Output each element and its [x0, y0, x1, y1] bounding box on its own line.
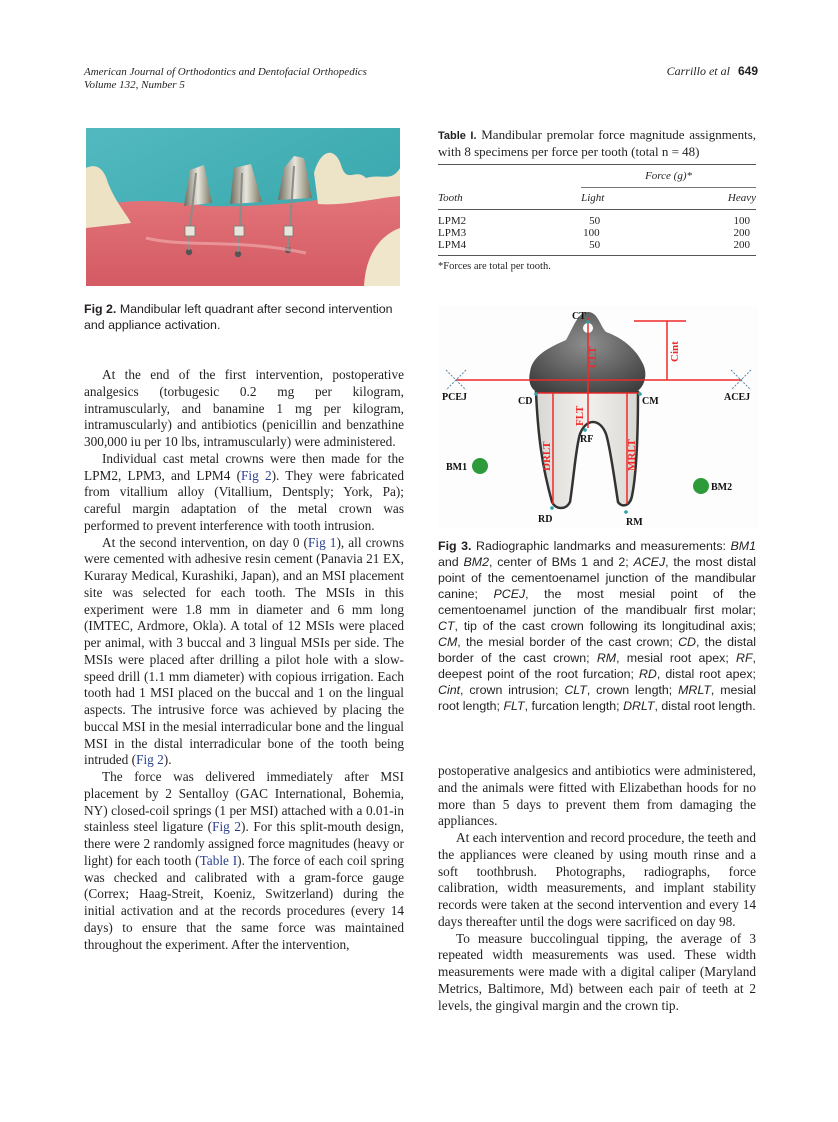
- svg-text:FLT: FLT: [574, 405, 586, 426]
- caption-term: CM: [438, 635, 458, 649]
- text-run: ), all crowns were cemented with adhesive resin cement (Panavia 21 EX, Kuraray Medical, Kurashiki, Japan), and an MSI placement site was selected for each tooth. The MSIs in this experiment were 1.8 mm in diameter and 6 mm long (IMTEC, Ardmore, Okla). A total of 12 MSIs were placed per animal, with 3 buccal and 3 lingual MSIs per side. The MSIs were placed after drilling a pilot hole with a slow-speed drill (1.1 mm diameter) with copious irrigation. Each tooth had 1 MSI placed on the buccal and 1 on the lingual aspects. The intrusive force was achieved by placing the buccal MSI in the mesial interradicular bone and the lingual MSI in the distal interradicular bone of the tooth being intruded (: [84, 534, 404, 768]
- cell: 200: [733, 227, 750, 239]
- paragraph: postoperative analgesics and antibiotics were administered, and the animals were fitted with Elizabethan hoods for no more than 5 days to prevent them from damaging the appliances.: [438, 763, 756, 829]
- caption-text: , furcation length;: [524, 699, 624, 713]
- svg-text:ACEJ: ACEJ: [724, 392, 751, 403]
- label-ct: CT: [572, 311, 586, 322]
- svg-text:CLT: CLT: [587, 346, 599, 368]
- caption-text: , the most distal point of the cementoenamel junction of the mandibular canine;: [438, 555, 756, 601]
- svg-text:CD: CD: [518, 396, 533, 407]
- running-header-right: [667, 64, 758, 79]
- table-row: [438, 227, 756, 239]
- table-label: Table I.: [438, 130, 477, 142]
- paragraph: To measure buccolingual tipping, the average of 3 repeated width measurements was used. These width measurements were made with a digital caliper (Maryland Metrics, Baltimore, Md) between each pair of teeth at 2 levels, the gingival margin and the crown tip.: [438, 930, 756, 1013]
- caption-text: , crown length;: [586, 683, 679, 697]
- cell: LPM2: [438, 215, 467, 227]
- caption-text: , the mesial border of the cast crown;: [457, 635, 679, 649]
- caption-text: , distal root apex;: [656, 667, 756, 681]
- paragraph: [84, 769, 404, 953]
- svg-text:DRLT: DRLT: [541, 441, 553, 471]
- cell: 50: [589, 239, 601, 251]
- caption-term: RD: [638, 667, 657, 681]
- caption-text: , crown intrusion;: [460, 683, 565, 697]
- journal-volume: Volume 132, Number 5: [84, 79, 185, 91]
- caption-text: , the most mesial point of the cementoenamel junction of the mandibualr first molar;: [438, 587, 757, 617]
- svg-text:MRLT: MRLT: [626, 439, 638, 471]
- cell: LPM4: [438, 239, 467, 251]
- svg-text:RD: RD: [538, 514, 553, 525]
- cell: 100: [583, 227, 600, 239]
- caption-text: , tip of the cast crown following its longitudinal axis;: [454, 619, 756, 633]
- svg-text:BM1: BM1: [446, 462, 468, 473]
- caption-term: BM1: [730, 539, 756, 553]
- cell: 200: [733, 239, 750, 251]
- caption-text: , distal root length.: [654, 699, 756, 713]
- svg-text:CM: CM: [642, 396, 659, 407]
- caption-term: DRLT: [623, 699, 655, 713]
- caption-text: , center of BMs 1 and 2;: [488, 555, 634, 569]
- body-left-column: [84, 367, 404, 953]
- svg-text:BM2: BM2: [711, 482, 733, 493]
- table-title-text: Mandibular premolar force magnitude assignments, with 8 specimens per force per tooth (total n = 48): [438, 127, 757, 159]
- caption-term: RF: [736, 651, 753, 665]
- caption-term: Cint: [438, 683, 461, 697]
- fig2-label: Fig 2.: [84, 302, 117, 316]
- fig3-label: Fig 3.: [438, 539, 472, 553]
- caption-text: , deepest point of the root furcation;: [438, 651, 756, 681]
- caption-term: BM2: [463, 555, 489, 569]
- table-link[interactable]: Table I: [199, 852, 238, 868]
- caption-text: , the distal border of the cast crown;: [438, 635, 756, 665]
- text-run: Individual cast metal crowns were then made for the LPM2, LPM3, and LPM4 (: [84, 450, 404, 483]
- figure-link[interactable]: Fig 2: [136, 752, 164, 768]
- fig2-caption: [84, 301, 402, 333]
- figure-link[interactable]: Fig 2: [212, 819, 242, 835]
- journal-title: American Journal of Orthodontics and Dentofacial Orthopedics: [84, 66, 367, 78]
- cell: 50: [589, 215, 601, 227]
- caption-text: , mesial root length;: [438, 683, 756, 713]
- text-run: At the second intervention, on day 0 (: [102, 534, 308, 550]
- text-run: The force was delivered immediately after MSI placement by 2 Sentalloy (GAC International, Bohemia, NY) closed-coil springs (1 per MSI) attached with a 0.01-in stainless steel ligature (: [84, 769, 404, 835]
- caption-term: CLT: [564, 683, 587, 697]
- figure-link[interactable]: Fig 2: [241, 467, 272, 483]
- text-run: ).: [163, 752, 172, 768]
- paragraph: At each intervention and record procedure, the teeth and the appliances were cleaned by using mouth rinse and a soft toothbrush. Photographs, radiographs, force calibration, width measurements, and implant stability records were taken at the second intervention and every 14 days thereafter until the dogs were sacrificed on day 98.: [438, 830, 756, 929]
- table-footnote: *Forces are total per tooth.: [438, 261, 551, 272]
- text-run: ). For this split-mouth design, there were 2 randomly assigned force magnitudes (heavy or light) for each tooth (: [84, 819, 404, 868]
- fig3-caption-text: [438, 539, 756, 713]
- page-number: 649: [737, 64, 758, 78]
- caption-term: RM: [596, 651, 617, 665]
- caption-text: and: [438, 555, 464, 569]
- figure-link[interactable]: Fig 1: [307, 534, 337, 550]
- caption-term: MRLT: [678, 683, 711, 697]
- fig3-radiograph-diagram: [438, 306, 758, 528]
- svg-text:RF: RF: [580, 434, 594, 445]
- text-run: ). They were fabricated from vitallium alloy (Vitallium, Dentsply; York, Pa); careful margin adaptation of the metal crown was performed to prevent interference with tooth intrusion.: [84, 467, 404, 533]
- caption-text: , mesial root apex;: [616, 651, 737, 665]
- body-right-column: [438, 763, 756, 1014]
- author-short: Carrillo et al: [666, 64, 730, 78]
- fig3-caption: [438, 538, 756, 714]
- table-1: [438, 127, 756, 272]
- caption-term: PCEJ: [493, 587, 526, 601]
- paragraph: [84, 451, 404, 535]
- svg-text:Cint: Cint: [669, 341, 681, 362]
- column-header: Tooth: [438, 192, 463, 204]
- caption-text: Radiographic landmarks and measurements:: [476, 539, 731, 553]
- svg-text:PCEJ: PCEJ: [442, 392, 467, 403]
- caption-term: CD: [678, 635, 696, 649]
- text-run: ). The force of each coil spring was checked and calibrated with a gram-force gauge (Correx; Haag-Streit, Koeniz, Switzerland) during the initial activation and at the records procedures (every 14 days) to ensure that the same force was maintained throughout the experiment. After the intervention,: [84, 852, 404, 952]
- column-header: Heavy: [676, 187, 756, 210]
- caption-term: ACEJ: [633, 555, 666, 569]
- table-row: [438, 210, 756, 228]
- cell: 100: [733, 215, 750, 227]
- group-header: Force (g)*: [645, 169, 693, 182]
- fig2-caption-text: Mandibular left quadrant after second intervention and appliance activation.: [84, 302, 393, 332]
- fig2-photograph: [86, 128, 400, 286]
- table-title: [438, 127, 756, 160]
- column-header: Light: [581, 187, 676, 210]
- paragraph: At the end of the first intervention, postoperative analgesics (torbugesic 0.2 mg per kilogram, intramuscularly, and banamine 1 mg per kilogram, intramuscularly) and antibiotics (penicillin and benzathine 300,000 iu per 10 lbs, intramuscularly) were administered.: [84, 367, 404, 449]
- running-header-journal: [84, 66, 367, 92]
- caption-term: CT: [438, 619, 455, 633]
- cell: LPM3: [438, 227, 467, 239]
- table-row: [438, 239, 756, 256]
- paragraph: [84, 535, 404, 770]
- force-table: [438, 164, 756, 256]
- svg-text:RM: RM: [626, 517, 643, 528]
- caption-term: FLT: [503, 699, 525, 713]
